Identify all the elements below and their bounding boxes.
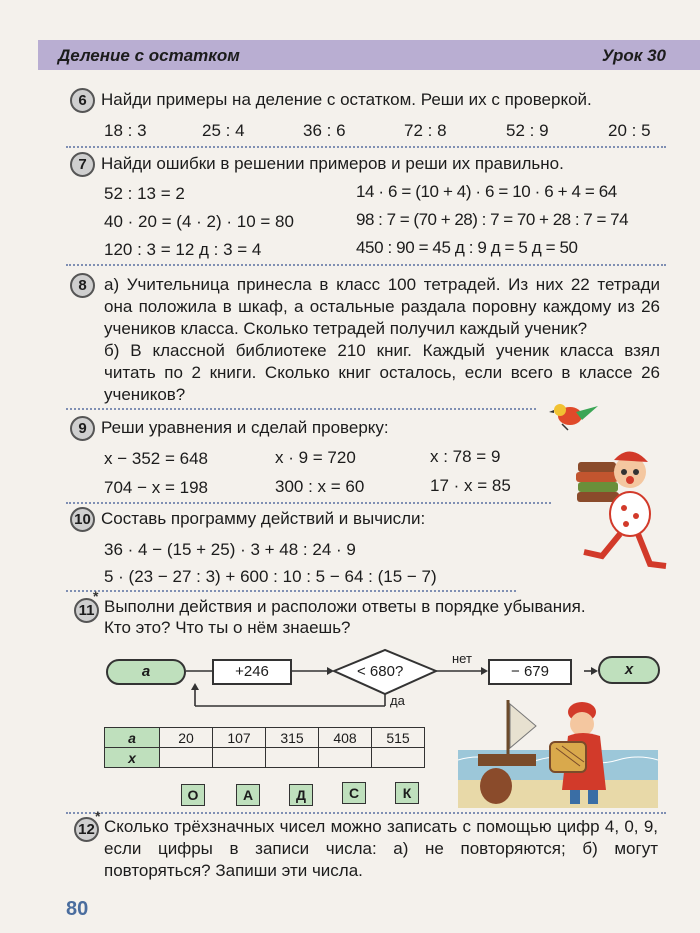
task-7-right-example: 14 · 6 = (10 + 4) · 6 = 10 · 6 + 4 = 64: [356, 182, 617, 201]
row-x-label: x: [105, 748, 160, 768]
task-6-text: Найди примеры на деление с остатком. Реши их с проверкой.: [101, 90, 592, 109]
divider: [66, 408, 536, 410]
task-8-part-b: б) В классной библиотеке 210 книг. Каждый ученик класса взял читать по 2 книги. Сколько книг осталось, если всего в классе 26 учеников?: [104, 341, 660, 404]
flow-no-label: нет: [452, 651, 472, 666]
page-number: 80: [66, 898, 89, 920]
letter-card: Д: [289, 784, 313, 806]
letter-card: С: [342, 782, 366, 804]
flow-add-step: +246: [212, 659, 292, 685]
task-11-line-1: Выполни действия и расположи ответы в порядке убывания.: [104, 597, 586, 616]
equation: x − 352 = 648: [104, 449, 208, 468]
letter-card: О: [181, 784, 205, 806]
flow-end-x: x: [598, 656, 660, 684]
a-value-cell: 515: [372, 728, 425, 748]
a-value-cell: 408: [319, 728, 372, 748]
letter-card: А: [236, 784, 260, 806]
equation: x · 9 = 720: [275, 448, 356, 467]
divider: [66, 812, 666, 814]
equation: 704 − x = 198: [104, 478, 208, 497]
equation: x : 78 = 9: [430, 447, 501, 466]
task-9-text: Реши уравнения и сделай проверку:: [101, 418, 389, 437]
parrot-illustration: [548, 398, 600, 432]
task-11-number: 11: [74, 598, 99, 623]
chapter-title: Деление с остатком: [58, 46, 240, 65]
task-8-part-a: а) Учительница принесла в класс 100 тетрадей. Из них 22 тетради она положила в шкаф, а остальные раздала поровну каждому из 26 учеников класса. Сколько тетрадей получил каждый ученик?: [104, 275, 660, 338]
x-answer-cell[interactable]: [319, 748, 372, 768]
table-row: [105, 748, 425, 768]
task-7-left-example: 120 : 3 = 12 д : 3 = 4: [104, 240, 262, 259]
flow-subtract-step: − 679: [488, 659, 572, 685]
table-row: [105, 728, 425, 748]
a-value-cell: 107: [213, 728, 266, 748]
answer-table: [104, 727, 425, 768]
task-10-number: 10: [70, 507, 95, 532]
task-8-number: 8: [70, 273, 95, 298]
flow-start-a: a: [106, 659, 186, 685]
row-a-label: a: [105, 728, 160, 748]
task-12-text: Сколько трёхзначных чисел можно записать с помощью цифр 4, 0, 9, если цифры в записи числа: а) не повторяются; б) могут повторяться? Запиши эти числа.: [104, 817, 658, 880]
divider: [66, 590, 516, 592]
task-12-number: 12: [74, 817, 99, 842]
divider: [66, 264, 666, 266]
page-header: [38, 40, 700, 70]
flow-yes-label: да: [390, 693, 405, 708]
expression: 5 · (23 − 27 : 3) + 600 : 10 : 5 − 64 : (15 − 7): [104, 567, 437, 586]
x-answer-cell[interactable]: [160, 748, 213, 768]
task-6-number: 6: [70, 88, 95, 113]
flow-condition: < 680?: [357, 663, 404, 680]
letter-card: К: [395, 782, 419, 804]
task-11-line-2: Кто это? Что ты о нём знаешь?: [104, 618, 351, 637]
task-6-example: 18 : 3: [104, 121, 147, 140]
task-7-right-example: 450 : 90 = 45 д : 9 д = 5 д = 50: [356, 238, 578, 257]
task-6-example: 52 : 9: [506, 121, 549, 140]
task-7-right-example: 98 : 7 = (70 + 28) : 7 = 70 + 28 : 7 = 74: [356, 210, 629, 229]
x-answer-cell[interactable]: [266, 748, 319, 768]
x-answer-cell[interactable]: [372, 748, 425, 768]
task-7-text: Найди ошибки в решении примеров и реши их правильно.: [101, 154, 564, 173]
task-6-example: 72 : 8: [404, 121, 447, 140]
task-6-example: 20 : 5: [608, 121, 651, 140]
divider: [66, 502, 551, 504]
task-7-left-example: 40 · 20 = (4 · 2) · 10 = 80: [104, 212, 294, 231]
task-9-number: 9: [70, 416, 95, 441]
task-7-number: 7: [70, 152, 95, 177]
equation: 300 : x = 60: [275, 477, 365, 496]
task-12-star: *: [95, 808, 101, 824]
task-6-example: 36 : 6: [303, 121, 346, 140]
task-6-example: 25 : 4: [202, 121, 245, 140]
musician-on-shore-illustration: [458, 690, 658, 808]
lesson-label: Урок 30: [601, 46, 666, 65]
expression: 36 · 4 − (15 + 25) · 3 + 48 : 24 · 9: [104, 540, 356, 559]
task-11-star: *: [93, 588, 99, 604]
a-value-cell: 315: [266, 728, 319, 748]
a-value-cell: 20: [160, 728, 213, 748]
divider: [66, 146, 666, 148]
task-10-text: Составь программу действий и вычисли:: [101, 509, 426, 528]
x-answer-cell[interactable]: [213, 748, 266, 768]
task-7-left-example: 52 : 13 = 2: [104, 184, 185, 203]
clown-illustration: [574, 448, 674, 578]
equation: 17 · x = 85: [430, 476, 511, 495]
